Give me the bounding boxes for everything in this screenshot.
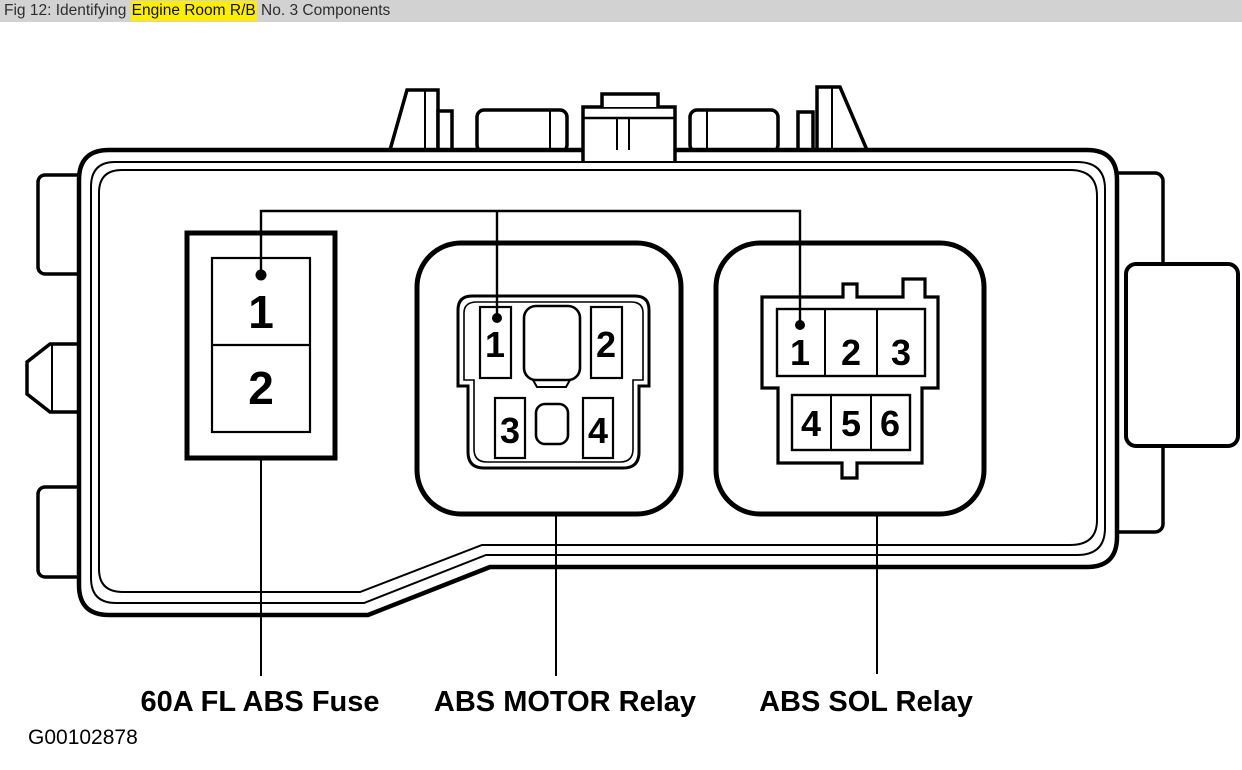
top-tab-rounded-right xyxy=(690,110,778,152)
motor-terminal-3: 3 xyxy=(499,410,521,451)
figure-code: G00102878 xyxy=(28,726,138,749)
figure-title-highlight: Engine Room R/B xyxy=(131,2,256,19)
motor-terminal-2: 2 xyxy=(595,324,617,365)
connection-dot-motor xyxy=(492,313,502,323)
top-tab-left-step xyxy=(438,111,452,150)
top-center-tower xyxy=(583,94,675,162)
top-tab-right-step xyxy=(798,112,813,150)
fuse-label: 60A FL ABS Fuse xyxy=(140,686,380,718)
right-connector-block xyxy=(1126,264,1238,446)
tower-cap xyxy=(602,94,658,107)
figure-title-suffix: No. 3 Components xyxy=(256,2,391,19)
motor-relay-label: ABS MOTOR Relay xyxy=(433,686,697,718)
connection-dot-sol xyxy=(795,320,805,330)
sol-terminal-6: 6 xyxy=(879,403,901,444)
connection-dot-fuse xyxy=(256,270,267,281)
sol-terminal-4: 4 xyxy=(800,403,822,444)
abs-sol-relay xyxy=(716,243,984,514)
fuse-terminal-1: 1 xyxy=(248,286,274,338)
sol-relay-label: ABS SOL Relay xyxy=(759,686,973,718)
motor-terminal-1: 1 xyxy=(484,324,506,365)
fuse-terminal-2: 2 xyxy=(248,362,274,414)
abs-motor-relay xyxy=(417,243,681,514)
top-tab-right-trapezoid xyxy=(817,87,867,150)
sol-terminal-1: 1 xyxy=(789,332,811,373)
motor-terminal-4: 4 xyxy=(587,410,609,451)
sol-terminal-3: 3 xyxy=(890,332,912,373)
sol-terminal-5: 5 xyxy=(840,403,862,444)
motor-relay-connector-outline xyxy=(458,296,649,468)
top-tab-rounded-left xyxy=(477,110,567,152)
left-tab-middle xyxy=(27,344,82,412)
sol-terminal-2: 2 xyxy=(840,332,862,373)
top-tab-left-trapezoid xyxy=(390,90,438,150)
figure-title-prefix: Fig 12: Identifying xyxy=(4,2,131,19)
